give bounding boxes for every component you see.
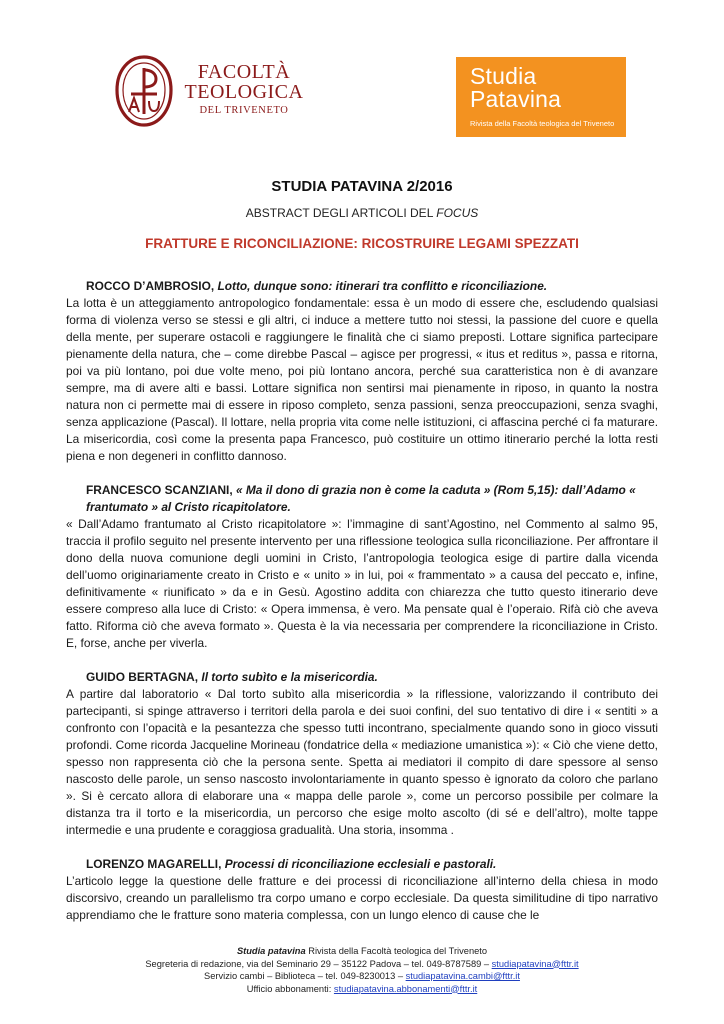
footer-subscriptions-text: Ufficio abbonamenti: [246,983,334,994]
abstracts-list [66,278,658,941]
article-title: Il torto subìto e la misericordia. [201,670,378,684]
footer-journal-desc: Rivista della Facoltà teologica del Triveneto [305,946,488,956]
subtitle-prefix: ABSTRACT DEGLI ARTICOLI DEL [245,206,437,220]
faculty-logo-line2: TEOLOGICA [184,81,304,103]
footer-line-secretariat [0,958,724,971]
article-heading [66,856,658,873]
faculty-seal-icon [112,54,176,128]
article-author: LORENZO MAGARELLI, [86,857,222,871]
article-title: Processi di riconciliazione ecclesiali e pastorali. [224,857,497,871]
faculty-logo-text [174,62,314,118]
footer-line-journal [0,945,724,958]
page-title: STUDIA PATAVINA 2/2016 [271,178,453,195]
footer-exchange-text: Servizio cambi – Biblioteca – tel. 049-8230013 – [204,971,406,981]
footer-exchange-email-link[interactable]: studiapatavina.cambi@fttr.it [405,971,520,981]
article-title: « Ma il dono di grazia non è come la caduta » (Rom 5,15): dall’Adamo « frantumato » al Cristo ricapitolatore. [86,483,636,514]
journal-logo-title-line2: Patavina [470,86,562,112]
journal-logo-title [470,65,561,111]
journal-logo-subtitle: Rivista della Facoltà teologica del Triveneto [470,119,615,128]
article-body: L’articolo legge la questione delle fratture e dei processi di riconciliazione all’interno della chiesa in modo discorsivo, creando un parallelismo tra corpo umano e corpo ecclesiale. Da questa similitudine di tipo narrativo apprendiamo che le fratture sono materia complessa, con un lungo elenco di cause che le [66,874,658,922]
footer-subscriptions-email-link[interactable]: studiapatavina.abbonamenti@fttr.it [333,983,478,994]
article-body: A partire dal laboratorio « Dal torto subìto alla misericordia » la riflessione, valorizzando il contributo dei partecipanti, si spinge attraverso i territori della parola e dei suoi confini, del suo tentativo di dire i « sentiti » a confronto con l’opacità e la pesantezza che spesso tutti incontrano, specialmente quando sono in gioco vissuti profondi. Come ricorda Jacqueline Morineau (fondatrice della « mediazione umanistica »): « Ciò che viene detto, spesso non rappresenta ciò che la persona sente. Spetta ai mediatori il compito di dare spessore al senso nascosto delle parole, un senso nascosto involontariamente in quanto spesso è ignorato da coloro che parlano ». Si è cercato allora di elaborare una « mappa delle parole », come un percorso possibile per colmare la distanza tra il torto e la misericordia, un percorso che esige molto ascolto (di sé e dell’altro), molte tappe intermedie e una prudente e coraggiosa gradualità. Una storia, insomma . [66,687,658,837]
article-title: Lotto, dunque sono: itinerari tra conflitto e riconciliazione. [217,279,548,293]
article-author: ROCCO D’AMBROSIO, [86,279,215,293]
page-footer [0,945,724,995]
journal-logo [456,57,626,137]
subtitle-focus: FOCUS [436,206,479,220]
page-subtitle [0,206,724,220]
footer-line-exchange [0,970,724,983]
article-abstract [66,669,658,839]
footer-line-subscriptions [0,983,724,996]
footer-secretariat-email-link[interactable]: studiapatavina@fttr.it [491,958,579,969]
article-heading [66,278,658,295]
journal-logo-title-line1: Studia [470,63,537,89]
faculty-logo-line1: FACOLTÀ [197,61,291,83]
article-body: La lotta è un atteggiamento antropologico fondamentale: essa è un modo di essere che, escludendo qualsiasi forma di violenza verso se stessi e gli altri, ci induce a mettere tutto noi stessi, la passione del cuore e quella della mente, per superare ostacoli e raggiungere le finalità che ci siamo preposti. Lottare significa partecipare pienamente della natura, che – come direbbe Pascal – agisce per progressi, « itus et reditus », passa e ritorna, poi va più lontano, poi due volte meno, poi più lontano ancora, perché sua caratteristica non è di avanzare sempre, ma di avere alti e bassi. Lottare significa non sentirsi mai pienamente in riposo, in quanto la nostra natura non ci permette mai di essere in riposo completo, senza passioni, senza preoccupazioni, senza svaghi, senza applicazione (Pascal). Il lottare, nella propria vita come nelle istituzioni, ci affascina perché ci fa maturare. La misericordia, così come la presenta papa Francesco, può costituire un ottimo itinerario perché la lotta resti piena e non degeneri in conflitto dannoso. [66,296,658,463]
article-heading [66,669,658,686]
footer-secretariat-text: Segreteria di redazione, via del Seminario 29 – 35122 Padova – tel. 049-8787589 – [145,958,492,969]
article-abstract [66,856,658,924]
footer-journal-name: Studia patavina [236,946,306,956]
article-author: FRANCESCO SCANZIANI, [86,483,233,497]
article-heading [66,482,658,516]
article-abstract [66,482,658,652]
article-author: GUIDO BERTAGNA, [86,670,199,684]
article-body: « Dall’Adamo frantumato al Cristo ricapitolatore »: l’immagine di sant’Agostino, nel Commento al salmo 95, traccia il profilo seguito nel presente intervento per una riflessione teologica sulla riconciliazione. Per affrontare il dono della nuova comunione degli uomini in Cristo, l’antropologia teologica esige di partire dalla vicenda dell’uomo originariamente creato in Cristo e « unito » in lui, poi « frammentato » a causa del peccato e, infine, definitivamente « riunificato » da e in Gesù. Agostino addita con chiarezza che tutto questo itinerario deve essere compreso alla luce di Cristo: « Opera immensa, è vero. Ma pensate qual è l’operaio. Rifà ciò che aveva fatto. Riforma ciò che aveva formato ». Questa è la via necessaria per comprendere la riconciliazione in Cristo. E, forse, anche per viverla. [66,517,658,650]
article-abstract [66,278,658,465]
focus-title: FRATTURE E RICONCILIAZIONE: RICOSTRUIRE LEGAMI SPEZZATI [145,236,579,251]
faculty-logo-line3: DEL TRIVENETO [199,105,289,116]
faculty-logo [112,52,312,134]
